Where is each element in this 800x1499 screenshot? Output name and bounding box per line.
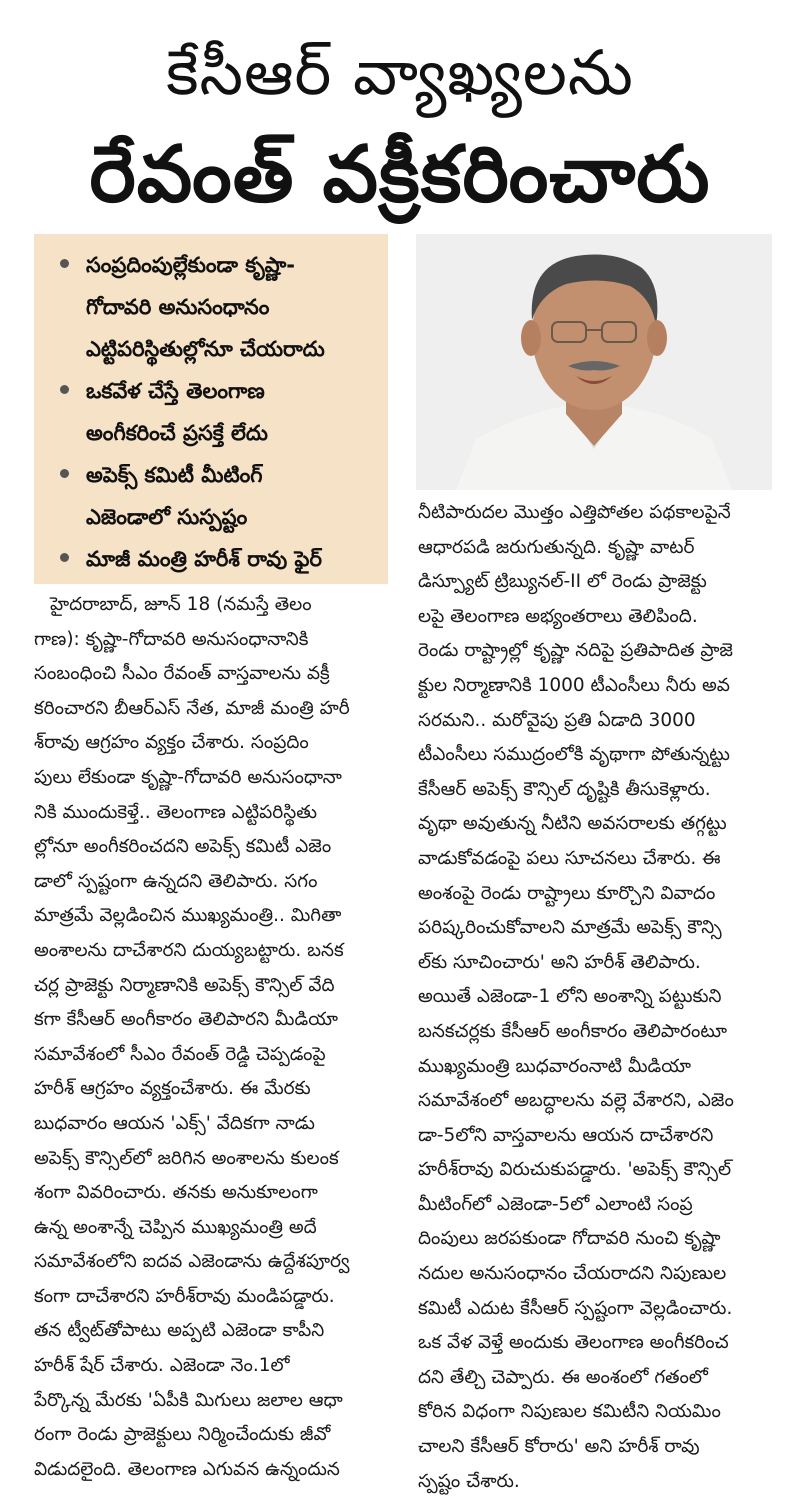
article-line: బనకచర్లకు కేసీఆర్ అంగీకారం తెలిపారంటూ <box>418 1020 727 1042</box>
highlight-text: ఎజెండాలో సుస్పష్టం <box>86 505 248 529</box>
article-line: స్పష్టం చేశారు. <box>418 1470 520 1492</box>
bullet-icon <box>60 553 69 562</box>
article-line: డిస్ప్యూట్ ట్రిబ్యునల్-II లో రెండు ప్రాజెక్టు <box>418 571 707 593</box>
article-line: డా-5లోని వాస్తవాలను ఆయన దాచేశారని <box>418 1124 714 1146</box>
article-line: దని తేల్చి చెప్పారు. ఈ అంశంలో గతంలో <box>418 1366 708 1388</box>
portrait-image <box>416 234 772 490</box>
highlight-text: అంగీకరించే ప్రసక్తే లేదు <box>86 421 268 445</box>
article-line: సమావేశంలోని ఐదవ ఎజెండాను ఉద్దేశపూర్వ <box>34 1251 350 1273</box>
highlight-text: సంప్రదింపుల్లేకుండా కృష్ణా- <box>86 253 295 277</box>
highlight-item <box>56 370 376 412</box>
headline-line-2: రేవంత్ వక్రీకరించారు <box>89 130 711 220</box>
article-line: ల్‌కు సూచించారు' అని హరీశ్ తెలిపారు. <box>418 951 701 973</box>
bullet-icon <box>60 259 69 268</box>
article-line: టీఎంసీలు సముద్రంలోకి వృథాగా పోతున్నట్టు <box>418 744 730 766</box>
article-line: అపెక్స్ కౌన్సిల్‌లో జరిగిన అంశాలను కులంక <box>34 1147 339 1169</box>
article-column-right <box>418 496 772 1499</box>
article-line: కమిటీ ఎదుట కేసీఆర్ స్పష్టంగా వెల్లడించారు. <box>418 1297 733 1319</box>
article-line: పేర్కొన్న మేరకు 'ఏపీకి మిగులు జలాల ఆధా <box>34 1389 343 1411</box>
article-line: లపై తెలంగాణ అభ్యంతరాలు తెలిపింది. <box>418 605 698 627</box>
article-line: కోరిన విధంగా నిపుణుల కమిటీని నియమిం <box>418 1401 721 1423</box>
article-line: డాలో స్పష్టంగా ఉన్నదని తెలిపారు. సగం <box>34 870 318 892</box>
article-line: గాణ): కృష్ణా-గోదావరి అనుసంధానానికి <box>34 628 309 650</box>
highlight-text: గోదావరి అనుసంధానం <box>86 295 270 319</box>
article-line: పులు లేకుండా కృష్ణా-గోదావరి అనుసంధానా <box>34 766 342 788</box>
article-line: శంగా వివరించారు. తనకు అనుకూలంగా <box>34 1182 318 1204</box>
highlights-box <box>34 234 388 584</box>
highlight-text: మాజీ మంత్రి హరీశ్ రావు ఫైర్ <box>86 547 322 571</box>
article-line: తన ట్వీట్‌తోపాటు అప్పటి ఎజెండా కాపీని <box>34 1320 325 1342</box>
article-line: దింపులు జరపకుండా గోదావరి నుంచి కృష్ణా <box>418 1228 721 1250</box>
news-photo <box>416 234 772 490</box>
article-line: చర్ల ప్రాజెక్టు నిర్మాణానికి అపెక్స్ కౌన్సిల్ వేది <box>34 974 335 996</box>
article-line: హరీశ్ షేర్ చేశారు. ఎజెండా నెం.1లో <box>34 1355 290 1377</box>
bullet-icon <box>60 385 69 394</box>
article-column-left <box>34 588 390 1487</box>
article-line: కంగా దాచేశారని హరీశ్‌రావు మండిపడ్డారు. <box>34 1285 335 1307</box>
article-line: వాడుకోవడంపై పలు సూచనలు చేశారు. ఈ <box>418 847 721 869</box>
article-line: ఉన్న అంశాన్నే చెప్పిన ముఖ్యమంత్రి అదే <box>34 1216 317 1238</box>
article-line: అంశంపై రెండు రాష్ట్రాలు కూర్చొని వివాదం <box>418 882 716 904</box>
article-line: నికి ముందుకెళ్తే.. తెలంగాణ ఎట్టిపరిస్థితు <box>34 801 318 823</box>
article-line: బుధవారం ఆయన 'ఎక్స్' వేదికగా నాడు <box>34 1112 315 1134</box>
article-line: ల్లోనూ అంగీకరించదని అపెక్స్ కమిటీ ఎజెం <box>34 836 332 858</box>
article-line: రెండు రాష్ట్రాల్లో కృష్ణా నదిపై ప్రతిపాదిత ప్రాజె <box>418 640 733 662</box>
article-line: కేసీఆర్ అపెక్స్ కౌన్సిల్ దృష్టికి తీసుకెళ్లారు. <box>418 778 711 800</box>
article-line: ముఖ్యమంత్రి బుధవారంనాటి మీడియా <box>418 1055 691 1077</box>
highlight-item <box>56 538 376 580</box>
highlight-item <box>56 328 376 370</box>
article-line: హరీశ్‌రావు విరుచుకుపడ్డారు. 'అపెక్స్ కౌన్సిల్ <box>418 1159 732 1181</box>
article-line: కగా కేసీఆర్ అంగీకారం తెలిపారని మీడియా <box>34 1009 338 1031</box>
article-line: హరీశ్ ఆగ్రహం వ్యక్తంచేశారు. ఈ మేరకు <box>34 1078 311 1100</box>
article-line: ఒక వేళ వెళ్తే అందుకు తెలంగాణ అంగీకరించ <box>418 1332 729 1354</box>
highlight-text: ఒకవేళ చేస్తే తెలంగాణ <box>86 379 265 403</box>
article-line: నీటిపారుదల మొత్తం ఎత్తిపోతల పథకాలపైనే <box>418 502 731 523</box>
article-line: క్టుల నిర్మాణానికి 1000 టీఎంసీలు నీరు అవ <box>418 674 730 696</box>
article-line: కరించారని బీఆర్ఎస్ నేత, మాజీ మంత్రి హరీ <box>34 697 350 719</box>
article-line: సరమని.. మరోవైపు ప్రతి ఏడాది 3000 <box>418 709 696 731</box>
article-line: సమావేశంలో సీఎం రేవంత్ రెడ్డి చెప్పడంపై <box>34 1043 326 1065</box>
highlight-item <box>56 496 376 538</box>
article-line: మాత్రమే వెల్లడించిన ముఖ్యమంత్రి.. మిగితా <box>34 905 342 927</box>
article-line: శ్‌రావు ఆగ్రహం వ్యక్తం చేశారు. సంప్రదిం <box>34 732 309 754</box>
article-line: ఆధారపడి జరుగుతున్నది. కృష్ణా వాటర్ <box>418 536 695 558</box>
bullet-icon <box>60 469 69 478</box>
article-line: పరిష్కరించుకోవాలని మాత్రమే అపెక్స్ కౌన్సి <box>418 917 722 939</box>
article-line: అయితే ఎజెండా-1 లోని అంశాన్ని పట్టుకుని <box>418 986 722 1008</box>
highlight-item <box>56 244 376 286</box>
article-line: సమావేశంలో అబద్ధాలను వల్లె వేశారని, ఎజెం <box>418 1090 734 1112</box>
highlight-item <box>56 286 376 328</box>
headline-line-1: కేసీఆర్ వ్యాఖ్యలను <box>166 36 634 109</box>
article-line: చాలని కేసీఆర్ కోరారు' అని హరీశ్ రావు <box>418 1436 700 1458</box>
article-line: సంబంధించి సీఎం రేవంత్ వాస్తవాలను వక్రీ <box>34 663 330 685</box>
article-line: అంశాలను దాచేశారని దుయ్యబట్టారు. బనక <box>34 939 344 961</box>
highlight-item <box>56 412 376 454</box>
article-line: మీటింగ్‌లో ఎజెండా-5లో ఎలాంటి సంప్ర <box>418 1193 693 1215</box>
highlight-text: ఎట్టిపరిస్థితుల్లోనూ చేయరాదు <box>86 337 325 361</box>
article-line: నదుల అనుసంధానం చేయరాదని నిపుణుల <box>418 1263 727 1285</box>
highlight-text: అపెక్స్ కమిటీ మీటింగ్ <box>86 463 263 487</box>
highlight-item <box>56 454 376 496</box>
article-line: విడుదలైంది. తెలంగాణ ఎగువన ఉన్నందున <box>34 1458 340 1480</box>
article-line: రంగా రెండు ప్రాజెక్టులు నిర్మించేందుకు జీవో <box>34 1424 331 1446</box>
article-line: వృథా అవుతున్న నీటిని అవసరాలకు తగ్గట్టు <box>418 813 727 835</box>
article-line: హైదరాబాద్, జూన్ 18 (నమస్తే తెలం <box>50 594 312 615</box>
